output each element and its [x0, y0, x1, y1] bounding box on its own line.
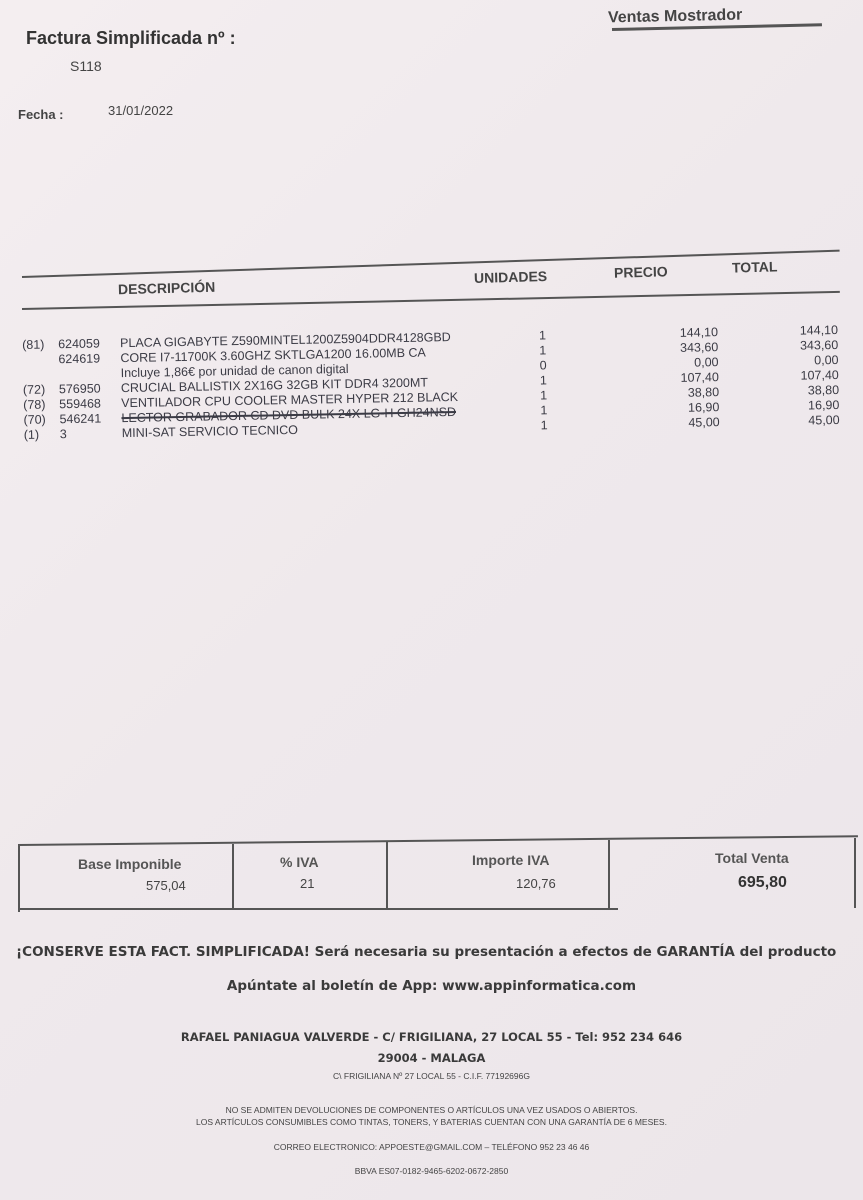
totals-box — [18, 836, 858, 910]
item-total: 107,40 — [800, 367, 839, 383]
item-total: 0,00 — [814, 352, 839, 368]
totals-divider — [18, 846, 20, 912]
item-code: 559468 — [59, 396, 102, 412]
newsletter-notice: Apúntate al boletín de App: www.appinformatica.com — [226, 978, 637, 994]
item-description: CORE I7-11700K 3.60GHZ SKTLGA1200 16.00MB CA — [120, 345, 426, 366]
warranty-notice: ¡CONSERVE ESTA FACT. SIMPLIFICADA! Será necesaria su presentación a efectos de GARANTÍA del producto — [16, 944, 837, 960]
bank-account: BBVA ES07-0182-9465-6202-0672-2850 — [354, 1166, 509, 1176]
returns-policy-1: NO SE ADMITEN DEVOLUCIONES DE COMPONENTES O ARTÍCULOS UNA VEZ USADOS O ABIERTOS. — [225, 1105, 638, 1115]
item-total: 343,60 — [799, 337, 839, 353]
column-header-description: DESCRIPCIÓN — [117, 278, 216, 298]
item-description: VENTILADOR CPU COOLER MASTER HYPER 212 BLACK — [121, 389, 459, 411]
returns-policy-2: LOS ARTÍCULOS CONSUMIBLES COMO TINTAS, TONERS, Y BATERIAS CUENTAN CON UNA GARANTÍA DE 6 MESES. — [196, 1117, 667, 1127]
totals-top-border — [18, 835, 858, 846]
item-family: (1) — [23, 427, 40, 442]
item-total: 38,80 — [807, 382, 840, 398]
item-description: Incluye 1,86€ por unidad de canon digital — [120, 361, 349, 381]
column-header-price: PRECIO — [613, 263, 668, 281]
company-cif: C\ FRIGILIANA Nº 27 LOCAL 55 - C.I.F. 77192696G — [333, 1071, 530, 1081]
company-address: RAFAEL PANIAGUA VALVERDE - C/ FRIGILIANA, 27 LOCAL 55 - Tel: 952 234 646 — [180, 1030, 683, 1044]
item-code: 576950 — [58, 381, 101, 397]
totals-divider — [608, 840, 610, 910]
item-units: 1 — [539, 343, 547, 358]
item-code: 624059 — [57, 336, 100, 352]
item-description: CRUCIAL BALLISTIX 2X16G 32GB KIT DDR4 3200MT — [120, 375, 429, 396]
totals-bottom-border — [18, 908, 618, 910]
item-code: 624619 — [58, 351, 101, 367]
invoice-number: S118 — [70, 58, 102, 74]
iva-percent-value: 21 — [300, 876, 315, 891]
item-units: 1 — [538, 328, 547, 343]
item-price: 0,00 — [694, 355, 719, 370]
item-units: 1 — [540, 388, 548, 403]
item-family: (78) — [23, 397, 46, 412]
iva-amount-label: Importe IVA — [472, 852, 550, 868]
item-total: 45,00 — [808, 412, 840, 428]
item-description: MINI-SAT SERVICIO TECNICO — [121, 422, 299, 441]
item-units: 0 — [539, 358, 547, 373]
invoice-title: Factura Simplificada nº : — [26, 28, 236, 48]
sale-type: Ventas Mostrador — [607, 6, 743, 27]
contact-info: CORREO ELECTRONICO: APPOESTE@GMAIL.COM – TELÉFONO 952 23 46 46 — [273, 1142, 590, 1152]
iva-percent-label: % IVA — [280, 854, 319, 870]
item-code: 546241 — [59, 411, 102, 427]
item-price: 144,10 — [679, 325, 719, 340]
column-header-units: UNIDADES — [473, 268, 548, 286]
totals-divider — [854, 838, 856, 908]
total-venta-label: Total Venta — [715, 850, 789, 866]
date-label: Fecha : — [18, 107, 64, 122]
base-imponible-label: Base Imponible — [78, 856, 182, 872]
item-family: (81) — [21, 337, 45, 352]
company-city: 29004 - MALAGA — [377, 1051, 486, 1065]
item-description: PLACA GIGABYTE Z590MINTEL1200Z5904DDR4128GBD — [119, 330, 451, 351]
item-family: (70) — [23, 412, 46, 427]
item-units: 1 — [540, 403, 548, 418]
item-family: (72) — [22, 382, 46, 397]
item-price: 38,80 — [687, 385, 720, 400]
item-code: 3 — [59, 427, 67, 442]
totals-divider — [232, 844, 234, 910]
item-total: 16,90 — [807, 397, 840, 413]
item-price: 45,00 — [688, 415, 720, 430]
items-table — [18, 323, 840, 443]
item-price: 107,40 — [680, 370, 719, 385]
iva-amount-value: 120,76 — [516, 876, 556, 891]
table-top-rule — [22, 250, 840, 281]
item-units: 1 — [540, 418, 548, 433]
item-price: 16,90 — [687, 400, 720, 415]
item-price: 343,60 — [679, 340, 719, 355]
item-units: 1 — [539, 373, 547, 388]
base-imponible-value: 575,04 — [146, 878, 186, 893]
date-value: 31/01/2022 — [108, 103, 174, 118]
item-description-struck: LECTOR GRABADOR CD DVD BULK 24X LG-H GH24NSD — [121, 404, 457, 426]
totals-divider — [386, 842, 388, 910]
item-total: 144,10 — [799, 322, 839, 338]
column-header-total: TOTAL — [731, 258, 778, 276]
total-venta-value: 695,80 — [738, 874, 787, 891]
